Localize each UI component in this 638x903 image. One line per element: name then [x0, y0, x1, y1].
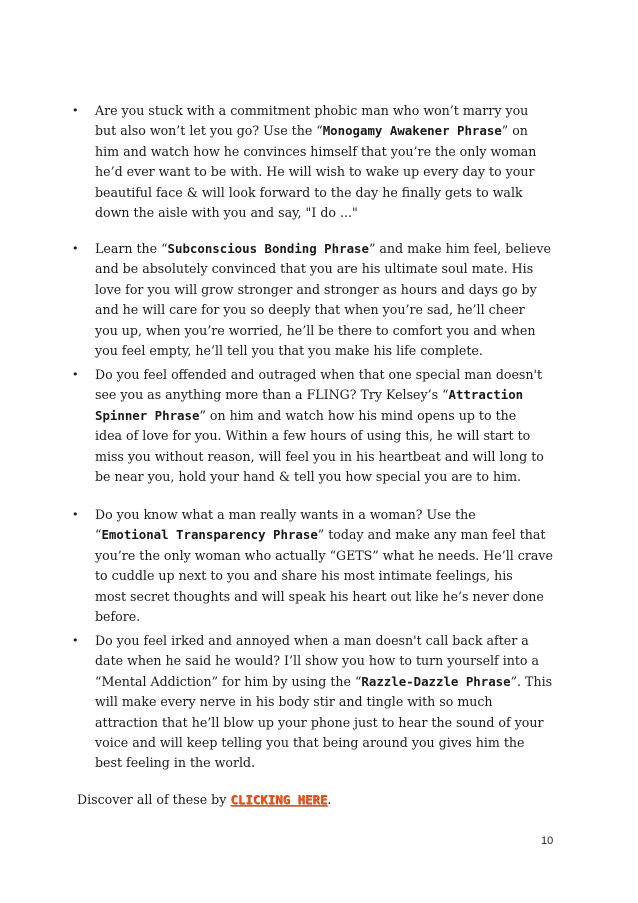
bullet-dot: • — [72, 104, 79, 117]
text-run: ” on him and watch how his mind opens up to the — [199, 407, 517, 423]
text-line — [95, 651, 565, 671]
text-line — [95, 280, 565, 300]
text-line — [95, 300, 565, 320]
bullet-item-5 — [72, 631, 565, 774]
text-line — [95, 259, 565, 279]
text-run: Do you know what a man really wants in a woman? Use the — [95, 507, 476, 522]
text-line — [95, 672, 565, 692]
text-line — [95, 546, 565, 566]
text-line — [95, 162, 565, 182]
clicking-here-link[interactable]: CLICKING HERE — [230, 792, 328, 807]
text-run: idea of love for you. Within a few hours of using this, he will start to — [95, 428, 531, 444]
text-line — [95, 713, 565, 733]
text-line — [95, 203, 565, 223]
text-run: ” and make him feel, believe — [368, 241, 551, 256]
bullet-dot: • — [72, 368, 79, 381]
footer-suffix: . — [327, 792, 332, 807]
text-run: Learn the “ — [95, 241, 168, 256]
text-run: Do you feel offended and outraged when that one special man doesn't — [95, 367, 543, 382]
text-line — [95, 121, 565, 141]
text-line — [95, 385, 565, 405]
text-line — [95, 142, 565, 162]
text-run: beautiful face & will look forward to the day he finally gets to walk — [95, 184, 523, 200]
text-run: best feeling in the world. — [95, 755, 256, 771]
text-line — [95, 566, 565, 586]
text-run: and he will care for you so deeply that when you’re sad, he’ll cheer — [95, 302, 525, 318]
text-run: down the aisle with you and say, "I do ..." — [95, 205, 358, 221]
text-run: Are you stuck with a commitment phobic man who won’t marry you — [95, 103, 529, 118]
bullet-text — [95, 631, 565, 774]
text-run: most secret thoughts and will speak his heart out like he’s never done — [95, 588, 544, 604]
text-run: miss you without reason, will feel you in his heartbeat and will long to — [95, 448, 544, 464]
phrase-name: Emotional Transparency Phrase — [101, 527, 318, 543]
text-run: and be absolutely convinced that you are his ultimate soul mate. His — [95, 261, 534, 277]
text-line — [95, 426, 565, 446]
text-line — [95, 183, 565, 203]
text-run: “ — [95, 527, 102, 543]
bullet-text — [95, 101, 565, 223]
text-line — [95, 631, 565, 651]
text-run: date when he said he would? I’ll show you how to turn yourself into a — [95, 653, 540, 669]
phrase-name: Spinner Phrase — [95, 407, 200, 423]
text-run: before. — [95, 609, 141, 625]
page-number: 10 — [541, 835, 554, 847]
phrase-name: Attraction — [448, 387, 524, 403]
text-line — [95, 753, 565, 773]
text-line — [95, 406, 565, 426]
bullet-text — [95, 365, 565, 487]
text-run: will make every nerve in his body stir and tingle with so much — [95, 694, 493, 710]
text-line — [95, 525, 565, 545]
text-run: see you as anything more than a FLING? Try Kelsey’s “ — [95, 387, 449, 403]
text-line — [95, 341, 565, 361]
bullet-text — [95, 505, 565, 627]
phrase-name: Razzle-Dazzle Phrase — [361, 673, 511, 689]
bullet-dot: • — [72, 634, 79, 647]
bullet-item-2 — [72, 239, 565, 361]
text-run: love for you will grow stronger and stronger as hours and days go by — [95, 281, 537, 297]
text-line — [95, 321, 565, 341]
text-run: ” on — [501, 123, 528, 139]
text-run: he’d ever want to be with. He will wish to wake up every day to your — [95, 164, 535, 180]
call-to-action-line — [77, 790, 331, 810]
phrase-name: Subconscious Bonding Phrase — [167, 241, 369, 256]
text-run: ”. This — [510, 673, 553, 689]
footer-prefix: Discover all of these by — [77, 792, 231, 807]
text-run: you’re the only woman who actually “GETS” what he needs. He’ll crave — [95, 547, 553, 563]
text-run: “Mental Addiction” for him by using the “ — [95, 673, 362, 689]
text-line — [95, 587, 565, 607]
text-line — [95, 101, 565, 121]
text-run: Do you feel irked and annoyed when a man doesn't call back after a — [95, 633, 529, 648]
bullet-dot: • — [72, 242, 79, 255]
text-line — [95, 607, 565, 627]
text-run: but also won’t let you go? Use the “ — [95, 123, 323, 139]
text-run: be near you, hold your hand & tell you how special you are to him. — [95, 469, 522, 485]
bullet-item-1 — [72, 101, 565, 223]
text-line — [95, 365, 565, 385]
text-line — [95, 505, 565, 525]
text-line — [95, 692, 565, 712]
text-run: him and watch how he convinces himself that you’re the only woman — [95, 143, 537, 159]
text-run: voice and will keep telling you that being around you gives him the — [95, 735, 525, 751]
phrase-name: Monogamy Awakener Phrase — [322, 123, 502, 139]
text-run: ” today and make any man feel that — [317, 527, 546, 543]
text-run: you up, when you’re worried, he’ll be there to comfort you and when — [95, 322, 536, 338]
text-line — [95, 447, 565, 467]
bullet-text — [95, 239, 565, 361]
text-run: you feel empty, he’ll tell you that you make his life complete. — [95, 343, 483, 359]
text-line — [95, 239, 565, 259]
text-line — [95, 733, 565, 753]
bullet-dot: • — [72, 508, 79, 521]
bullet-item-4 — [72, 505, 565, 627]
bullet-item-3 — [72, 365, 565, 487]
text-run: attraction that he’ll blow up your phone just to hear the sound of your — [95, 714, 544, 730]
text-run: to cuddle up next to you and share his most intimate feelings, his — [95, 568, 513, 584]
text-line — [95, 467, 565, 487]
